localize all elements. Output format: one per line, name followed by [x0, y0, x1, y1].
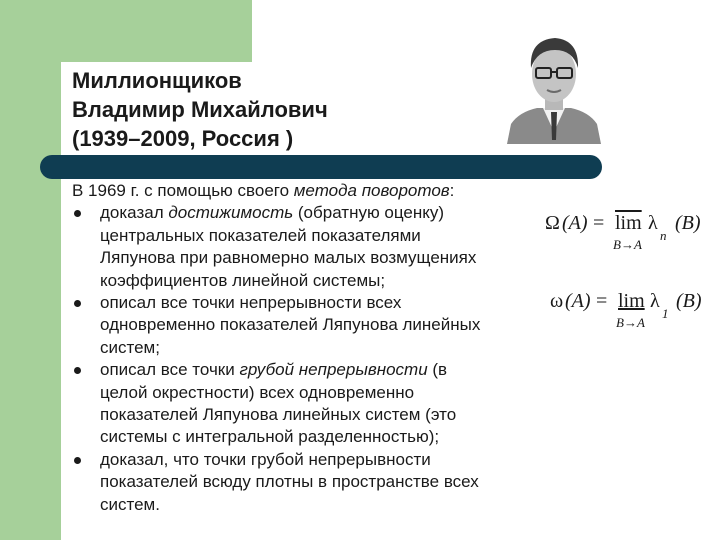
bullet-icon: [74, 367, 81, 374]
title-line-patronymic: Владимир Михайлович: [72, 97, 328, 122]
bullet-icon: [74, 457, 81, 464]
title-divider-bar: [40, 155, 602, 179]
bullet-icon: [74, 210, 81, 217]
achievements-list: [72, 202, 562, 516]
list-item: описал все точки грубой непрерывности (в целой окрестности) всех одновременно показателей Ляпунова линейных систем (это системы с интегральной разделенностью);: [72, 359, 562, 449]
title-line-dates: (1939–2009, Россия ): [72, 126, 294, 151]
slide-body: [72, 180, 562, 516]
slide-title: [72, 66, 328, 153]
list-item: описал все точки непрерывности всех одновременно показателей Ляпунова линейных систем;: [72, 292, 562, 359]
bullet-icon: [74, 300, 81, 307]
formula-lower-exponent: ω (A) = lim λ 1 (B) B→A: [550, 290, 702, 330]
list-item: доказал достижимость (обратную оценку) центральных показателей показателями Ляпунова при равномерно малых возмущениях коэффициентов линейной системы;: [72, 202, 562, 292]
list-item: доказал, что точки грубой непрерывности показателей всюду плотны в пространстве всех систем.: [72, 449, 562, 516]
formula-upper-exponent: Ω (A) = $\overline{lim}$ λ n (B) B→A: [545, 212, 701, 252]
person-portrait-icon: [505, 28, 603, 144]
intro-text: В 1969 г. с помощью своего метода поворотов:: [72, 181, 455, 200]
title-line-name: Миллионщиков: [72, 68, 242, 93]
